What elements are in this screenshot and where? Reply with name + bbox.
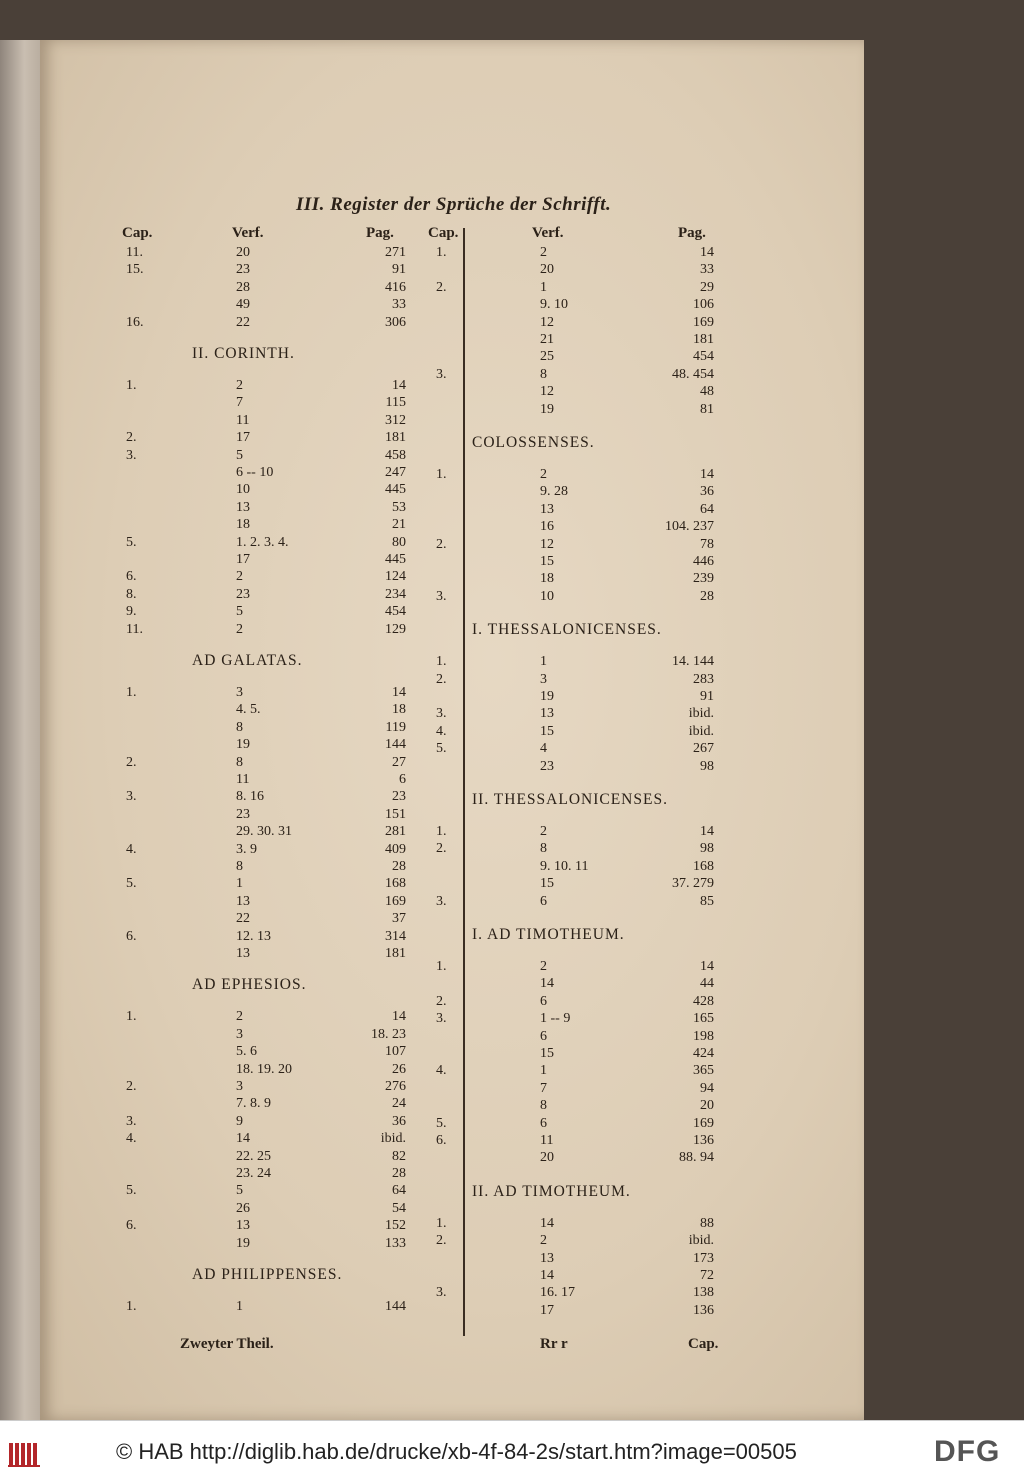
entry-verse: 6 [540, 893, 547, 909]
entry-chapter: 3. [436, 1011, 447, 1027]
entry-chapter: 4. [126, 1131, 137, 1147]
entry-chapter: 1. [436, 245, 447, 260]
entry-chapter: 3. [126, 789, 137, 805]
entry-verse: 5. 6 [236, 1044, 257, 1060]
entry-page: 91 [700, 689, 714, 704]
entry-page: 54 [392, 1200, 406, 1216]
entry-page: 37 [392, 911, 406, 927]
entry-verse: 12 [540, 384, 554, 400]
section-heading: AD GALATAS. [192, 652, 303, 669]
entry-chapter: 1. [126, 378, 137, 393]
entry-verse: 12. 13 [236, 928, 271, 944]
entry-page: 14 [700, 824, 714, 839]
entry-page: 81 [700, 401, 714, 417]
entry-page: ibid. [688, 706, 714, 722]
entry-verse: 11 [540, 1133, 554, 1148]
entry-chapter: 11. [126, 245, 143, 260]
entry-verse: 23 [236, 262, 250, 278]
entry-verse: 2 [540, 245, 547, 260]
entry-page: 119 [385, 719, 406, 735]
entry-page: 271 [385, 245, 406, 260]
entry-verse: 1 [540, 279, 547, 295]
entry-verse: 2 [236, 621, 243, 637]
entry-chapter: 6. [126, 1218, 137, 1234]
entry-verse: 2 [540, 1233, 547, 1249]
entry-chapter: 1. [126, 1009, 137, 1025]
column-divider [463, 228, 465, 1336]
entry-verse: 11 [236, 412, 250, 428]
entry-page: 78 [700, 536, 714, 552]
viewer-footer [0, 1420, 1024, 1482]
entry-page: 136 [693, 1302, 714, 1318]
entry-page: 14 [700, 467, 714, 482]
entry-page: 18. 23 [371, 1026, 406, 1042]
entry-verse: 9. 28 [540, 484, 568, 500]
entry-verse: 8 [540, 841, 547, 857]
entry-verse: 10 [236, 482, 250, 498]
entry-verse: 17 [236, 430, 250, 446]
page-title: III. Register der Sprüche der Schrifft. [296, 194, 612, 215]
entry-chapter: 5. [436, 1115, 447, 1131]
entry-verse: 20 [540, 1150, 554, 1166]
entry-verse: 18 [540, 571, 554, 587]
entry-chapter: 5. [436, 741, 447, 757]
entry-page: 28 [700, 588, 714, 604]
entry-verse: 23 [540, 758, 554, 774]
entry-page: 64 [700, 501, 714, 517]
entry-verse: 1. 2. 3. 4. [236, 534, 289, 550]
entry-verse: 21 [540, 332, 554, 347]
entry-chapter: 1. [436, 824, 447, 839]
left-header-vers: Verf. [232, 225, 264, 241]
entry-page: 64 [392, 1183, 406, 1199]
entry-chapter: 2. [436, 671, 447, 687]
entry-verse: 7. 8. 9 [236, 1096, 271, 1112]
entry-chapter: 3. [436, 1285, 447, 1301]
entry-chapter: 3. [436, 366, 447, 382]
entry-verse: 23. 24 [236, 1166, 271, 1181]
entry-chapter: 5. [126, 534, 137, 550]
entry-verse: 22. 25 [236, 1148, 271, 1164]
entry-verse: 15 [540, 723, 554, 739]
entry-verse: 8 [236, 859, 243, 874]
entry-verse: 8 [540, 1098, 547, 1114]
entry-verse: 4. 5. [236, 702, 261, 718]
entry-verse: 23 [236, 586, 250, 602]
entry-verse: 15 [540, 876, 554, 892]
entry-page: 48. 454 [672, 366, 714, 382]
entry-chapter: 11. [126, 621, 143, 637]
entry-verse: 3 [540, 671, 547, 687]
entry-chapter: 6. [126, 928, 137, 944]
entry-page: 181 [385, 430, 406, 446]
entry-chapter: 4. [436, 1063, 447, 1079]
entry-page: 445 [385, 482, 406, 498]
entry-page: 181 [693, 332, 714, 347]
entry-verse: 12 [540, 536, 554, 552]
entry-page: 36 [700, 484, 714, 500]
entry-page: 306 [385, 314, 406, 330]
section-heading: COLOSSENSES. [472, 434, 595, 451]
section-heading: AD EPHESIOS. [192, 976, 307, 994]
entry-verse: 1 [236, 876, 243, 892]
entry-page: 14 [700, 245, 714, 260]
entry-page: 169 [693, 1115, 714, 1131]
entry-chapter: 6. [436, 1133, 447, 1148]
entry-verse: 19 [540, 401, 554, 417]
entry-page: 365 [693, 1063, 714, 1079]
entry-verse: 13 [236, 893, 250, 909]
entry-page: 173 [693, 1250, 714, 1266]
entry-verse: 2 [540, 824, 547, 839]
entry-page: 165 [693, 1011, 714, 1027]
entry-page: 169 [385, 893, 406, 909]
entry-verse: 14 [540, 1215, 554, 1231]
entry-verse: 14 [540, 1268, 554, 1283]
entry-verse: 13 [236, 946, 250, 961]
entry-verse: 12 [540, 314, 554, 330]
entry-chapter: 2. [126, 754, 137, 770]
entry-verse: 8 [236, 719, 243, 735]
entry-page: 454 [693, 349, 714, 365]
entry-page: 44 [700, 976, 714, 992]
entry-chapter: 9. [126, 604, 137, 620]
entry-page: 151 [385, 806, 406, 822]
left-header-cap: Cap. [122, 225, 153, 241]
entry-page: ibid. [688, 723, 714, 739]
entry-chapter: 4. [436, 723, 447, 739]
entry-verse: 29. 30. 31 [236, 824, 292, 840]
entry-page: 239 [693, 571, 714, 587]
entry-chapter: 2. [436, 1233, 447, 1249]
entry-chapter: 3. [436, 706, 447, 722]
entry-chapter: 1. [436, 959, 447, 974]
entry-page: 138 [693, 1285, 714, 1301]
entry-chapter: 2. [436, 279, 447, 295]
entry-verse: 1 [540, 654, 547, 670]
entry-chapter: 1. [126, 1299, 137, 1314]
entry-verse: 6 [540, 993, 547, 1009]
entry-chapter: 2. [436, 536, 447, 552]
entry-verse: 13 [236, 1218, 250, 1234]
entry-page: 48 [700, 384, 714, 400]
section-heading: AD PHILIPPENSES. [192, 1266, 343, 1283]
entry-page: 14 [700, 959, 714, 974]
entry-page: 168 [693, 858, 714, 874]
entry-chapter: 2. [126, 430, 137, 446]
entry-verse: 17 [540, 1302, 554, 1318]
entry-page: 281 [385, 824, 406, 840]
entry-page: 247 [385, 465, 406, 480]
right-header-cap: Cap. [428, 225, 459, 241]
entry-page: 416 [385, 279, 406, 295]
entry-page: 28 [392, 1166, 406, 1181]
entry-verse: 6 [540, 1115, 547, 1131]
entry-page: 91 [392, 262, 406, 278]
entry-verse: 9. 10. 11 [540, 858, 589, 874]
entry-verse: 9 [236, 1113, 243, 1129]
entry-verse: 26 [236, 1200, 250, 1216]
entry-page: 283 [693, 671, 714, 687]
entry-page: 267 [693, 741, 714, 757]
entry-verse: 1 -- 9 [540, 1011, 571, 1027]
entry-page: 181 [385, 946, 406, 961]
entry-page: 446 [693, 554, 714, 569]
entry-verse: 8 [236, 754, 243, 770]
entry-verse: 2 [540, 959, 547, 974]
entry-page: 82 [392, 1148, 406, 1164]
entry-chapter: 2. [436, 841, 447, 857]
entry-page: 37. 279 [672, 876, 714, 892]
entry-page: ibid. [380, 1131, 406, 1147]
entry-page: 107 [385, 1044, 406, 1060]
entry-verse: 49 [236, 297, 250, 313]
entry-page: 458 [385, 447, 406, 463]
entry-verse: 6 -- 10 [236, 465, 274, 480]
entry-page: 6 [399, 772, 406, 787]
entry-page: 409 [385, 841, 406, 857]
section-heading: II. CORINTH. [192, 345, 295, 362]
entry-verse: 3. 9 [236, 841, 257, 857]
entry-page: 168 [385, 876, 406, 892]
entry-page: 14. 144 [672, 654, 714, 670]
entry-page: 234 [385, 586, 406, 602]
entry-verse: 2 [236, 569, 243, 585]
entry-page: 198 [693, 1028, 714, 1044]
entry-verse: 13 [540, 501, 554, 517]
section-heading: I. THESSALONICENSES. [472, 621, 662, 639]
entry-verse: 5 [236, 1183, 243, 1199]
entry-page: 29 [700, 279, 714, 295]
entry-page: 98 [700, 841, 714, 857]
footer-signature-mark: Rr r [540, 1336, 568, 1352]
entry-page: 152 [385, 1218, 406, 1234]
entry-verse: 1 [236, 1299, 243, 1314]
entry-verse: 3 [236, 1079, 243, 1094]
entry-page: 314 [385, 928, 406, 944]
entry-chapter: 4. [126, 841, 137, 857]
entry-verse: 2 [236, 378, 243, 393]
entry-page: 106 [693, 297, 714, 313]
entry-chapter: 3. [126, 1113, 137, 1129]
entry-page: 23 [392, 789, 406, 805]
entry-verse: 13 [540, 1250, 554, 1266]
entry-verse: 3 [236, 1026, 243, 1042]
entry-page: 94 [700, 1080, 714, 1096]
footer-signature-left: Zweyter Theil. [180, 1336, 274, 1352]
entry-page: 72 [700, 1268, 714, 1283]
entry-page: 14 [392, 378, 406, 393]
entry-page: 454 [385, 604, 406, 620]
entry-verse: 2 [540, 467, 547, 482]
document-page [40, 40, 864, 1420]
entry-verse: 17 [236, 552, 250, 567]
section-heading: II. THESSALONICENSES. [472, 791, 668, 808]
entry-verse: 15 [540, 1046, 554, 1061]
right-header-vers: Verf. [532, 225, 564, 241]
entry-chapter: 16. [126, 314, 144, 330]
entry-chapter: 5. [126, 1183, 137, 1199]
entry-verse: 14 [540, 976, 554, 992]
entry-chapter: 2. [126, 1079, 137, 1094]
entry-page: 33 [392, 297, 406, 313]
entry-page: 424 [693, 1046, 714, 1061]
entry-page: 88. 94 [679, 1150, 714, 1166]
entry-verse: 16 [540, 519, 554, 535]
entry-page: 124 [385, 569, 406, 585]
entry-page: 24 [392, 1096, 406, 1112]
entry-page: 18 [392, 702, 406, 718]
entry-verse: 13 [236, 499, 250, 515]
entry-chapter: 3. [436, 588, 447, 604]
entry-chapter: 1. [436, 467, 447, 482]
footer-catchword: Cap. [688, 1336, 719, 1352]
previous-page-edge [0, 40, 44, 1420]
entry-chapter: 8. [126, 586, 137, 602]
entry-page: 136 [693, 1133, 714, 1148]
entry-verse: 28 [236, 279, 250, 295]
section-heading: II. AD TIMOTHEUM. [472, 1182, 631, 1200]
entry-page: 14 [392, 1009, 406, 1025]
entry-verse: 18 [236, 517, 250, 533]
entry-verse: 20 [236, 245, 250, 260]
entry-verse: 15 [540, 554, 554, 569]
section-heading: I. AD TIMOTHEUM. [472, 926, 625, 943]
entry-chapter: 1. [436, 1215, 447, 1231]
entry-chapter: 15. [126, 262, 144, 278]
entry-chapter: 1. [126, 685, 137, 700]
entry-page: 104. 237 [665, 519, 714, 535]
entry-page: 53 [392, 499, 406, 515]
entry-verse: 3 [236, 685, 243, 700]
entry-verse: 6 [540, 1028, 547, 1044]
entry-page: 445 [385, 552, 406, 567]
entry-verse: 22 [236, 314, 250, 330]
entry-verse: 5 [236, 447, 243, 463]
entry-page: 85 [700, 893, 714, 909]
entry-verse: 18. 19. 20 [236, 1061, 292, 1077]
entry-chapter: 3. [436, 893, 447, 909]
entry-verse: 8. 16 [236, 789, 264, 805]
entry-verse: 19 [236, 737, 250, 753]
entry-chapter: 6. [126, 569, 137, 585]
entry-verse: 10 [540, 588, 554, 604]
entry-verse: 7 [540, 1080, 547, 1096]
entry-verse: 23 [236, 806, 250, 822]
entry-page: 26 [392, 1061, 406, 1077]
left-header-pag: Pag. [366, 225, 394, 241]
entry-page: 28 [392, 859, 406, 874]
entry-page: 115 [385, 395, 406, 411]
entry-page: 133 [385, 1235, 406, 1251]
entry-page: 27 [392, 754, 406, 770]
entry-page: 20 [700, 1098, 714, 1114]
entry-chapter: 3. [126, 447, 137, 463]
entry-page: 21 [392, 517, 406, 533]
entry-verse: 19 [236, 1235, 250, 1251]
entry-verse: 8 [540, 366, 547, 382]
entry-page: 144 [385, 1299, 406, 1314]
entry-verse: 22 [236, 911, 250, 927]
entry-chapter: 1. [436, 654, 447, 670]
entry-chapter: 2. [436, 993, 447, 1009]
entry-verse: 7 [236, 395, 243, 411]
entry-verse: 4 [540, 741, 547, 757]
entry-page: 276 [385, 1079, 406, 1094]
entry-page: ibid. [688, 1233, 714, 1249]
entry-page: 36 [392, 1113, 406, 1129]
entry-page: 33 [700, 262, 714, 278]
entry-verse: 11 [236, 772, 250, 787]
entry-page: 169 [693, 314, 714, 330]
dfg-logo: DFG [934, 1435, 1001, 1468]
entry-verse: 25 [540, 349, 554, 365]
copyright-link[interactable]: © HAB http://diglib.hab.de/drucke/xb-4f-84-2s/start.htm?image=00505 [116, 1439, 797, 1464]
entry-page: 312 [385, 412, 406, 428]
entry-chapter: 5. [126, 876, 137, 892]
library-books-icon [8, 1441, 42, 1467]
entry-verse: 20 [540, 262, 554, 278]
entry-verse: 2 [236, 1009, 243, 1025]
entry-page: 80 [392, 534, 406, 550]
entry-verse: 9. 10 [540, 297, 568, 313]
entry-verse: 14 [236, 1131, 250, 1147]
entry-page: 98 [700, 758, 714, 774]
entry-verse: 5 [236, 604, 243, 620]
right-header-pag: Pag. [678, 225, 706, 241]
entry-page: 129 [385, 621, 406, 637]
entry-page: 428 [693, 993, 714, 1009]
entry-verse: 16. 17 [540, 1285, 575, 1301]
entry-page: 144 [385, 737, 406, 753]
entry-verse: 19 [540, 689, 554, 704]
entry-page: 88 [700, 1215, 714, 1231]
entry-verse: 1 [540, 1063, 547, 1079]
entry-page: 14 [392, 685, 406, 700]
entry-verse: 13 [540, 706, 554, 722]
